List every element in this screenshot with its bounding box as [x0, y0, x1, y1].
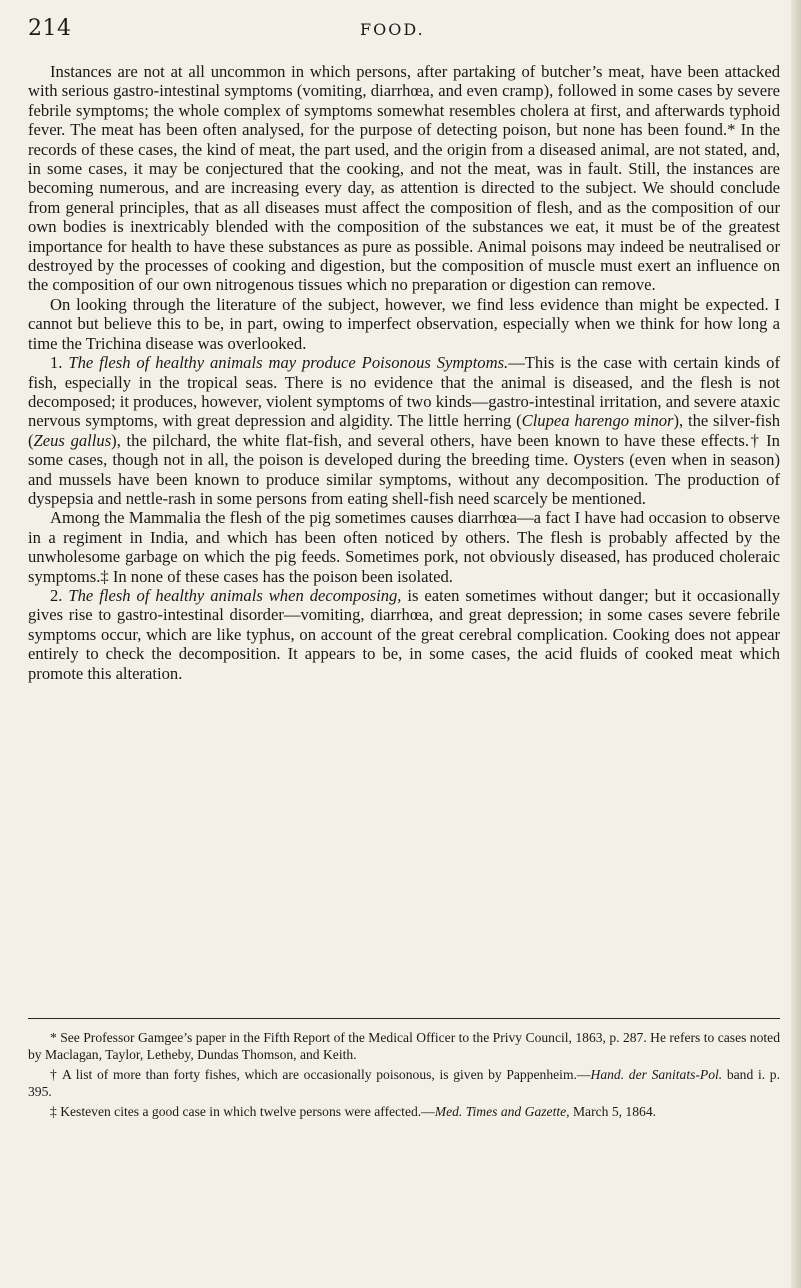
- footnote: [28, 1030, 780, 1063]
- paragraph: [28, 295, 780, 353]
- italic-run: The flesh of healthy animals when decomposing,: [68, 585, 402, 605]
- italic-run: The flesh of healthy animals may produce Poisonous Symptoms.: [68, 353, 509, 373]
- paragraph: [28, 586, 780, 683]
- text-run: † A list of more than forty fishes, which are occasionally poisonous, is given by Pappenheim.—: [50, 1067, 591, 1083]
- text-run: 2.: [50, 585, 69, 605]
- running-head: FOOD.: [360, 20, 425, 39]
- paragraph: [28, 62, 780, 295]
- footnote: [28, 1067, 780, 1100]
- text-run: * See Professor Gamgee’s paper in the Fifth Report of the Medical Officer to the Privy Council, 1863, p. 287. He refers to cases noted by Maclagan, Taylor, Letheby, Dundas Thomson, and Keith.: [28, 1030, 780, 1062]
- body-text: [28, 62, 780, 683]
- text-run: ), the pilchard, the white flat-fish, and several others, have been known to have these effects.† In some cases, though not in all, the poison is developed during the breeding time. Oysters (even when in season) and mussels have been known to produce similar symptoms, without any decomposition. The production of dyspepsia and nettle-rash in some persons from eating shell-fish need scarcely be mentioned.: [28, 430, 780, 508]
- page-edge-shadow: [791, 0, 801, 1288]
- paragraph: [28, 508, 780, 586]
- text-run: —This is the case with certain kinds of fish, especially in the tropical seas. There is no evidence that the animal is diseased, and the flesh is not decomposed; it produces, however, violent symptoms of two kinds—gastro-intestinal irritation, and severe ataxic nervous symptoms, with great depression and algidity. The little herring (: [28, 353, 780, 431]
- page-number: 214: [28, 16, 72, 41]
- footnote-rule: [28, 1018, 780, 1019]
- text-run: ), the silver-fish (: [28, 411, 780, 450]
- text-run: March 5, 1864.: [569, 1104, 657, 1120]
- text-run: 1.: [50, 353, 69, 373]
- text-run: Instances are not at all uncommon in which persons, after partaking of butcher’s meat, have been attacked with serious gastro-intestinal symptoms (vomiting, diarrhœa, and even cramp), followed in some cases by severe febrile symptoms; the whole complex of symptoms somewhat resembles cholera at first, and afterwards typhoid fever. The meat has been often analysed, for the purpose of detecting poison, but none has been found.* In the records of these cases, the kind of meat, the part used, and the origin from a diseased animal, are not stated, and, in some cases, it may be conjectured that the cooking, and not the meat, was in fault. Still, the instances are becoming numerous, and are increasing every day, as attention is directed to the subject. We should conclude from general principles, that as all diseases must affect the composition of flesh, and as the composition of our own bodies is inextricably blended with the composition of the substances we eat, it must be of the greatest importance for health to have these substances as pure as possible. Animal poisons may indeed be neutralised or destroyed by the processes of cooking and digestion, but the composition of muscle must exert an influence on the composition of our own nitrogenous tissues which no preparation or digestion can remove.: [28, 62, 780, 295]
- italic-run: Hand. der Sanitats-Pol.: [590, 1067, 723, 1083]
- footnotes: [28, 1030, 780, 1125]
- text-run: ‡ Kesteven cites a good case in which twelve persons were affected.—: [50, 1104, 435, 1120]
- italic-run: Med. Times and Gazette,: [434, 1104, 570, 1120]
- text-run: is eaten sometimes without danger; but it occasionally gives rise to gastro-intestinal disorder—vomiting, diarrhœa, and great depression; in some cases severe febrile symptoms occur, which are like typhus, on account of the great cerebral complication. Cooking does not appear entirely to check the decomposition. It appears to be, in some cases, the acid fluids of cooked meat which promote this alteration.: [28, 585, 780, 683]
- text-run: Among the Mammalia the flesh of the pig sometimes causes diarrhœa—a fact I have had occasion to observe in a regiment in India, and which has been often noticed by others. The flesh is probably affected by the unwholesome garbage on which the pig feeds. Sometimes pork, not obviously diseased, has produced choleraic symptoms.‡ In none of these cases has the poison been isolated.: [28, 508, 780, 586]
- text-run: band i. p. 395.: [28, 1067, 780, 1099]
- text-run: On looking through the literature of the subject, however, we find less evidence than might be expected. I cannot but believe this to be, in part, owing to imperfect observation, especially when we think for how long a time the Trichina disease was overlooked.: [28, 294, 780, 353]
- footnote: [28, 1104, 780, 1121]
- paragraph: [28, 353, 780, 508]
- italic-run: Zeus gallus: [33, 430, 112, 450]
- italic-run: Clupea harengo minor: [521, 411, 674, 431]
